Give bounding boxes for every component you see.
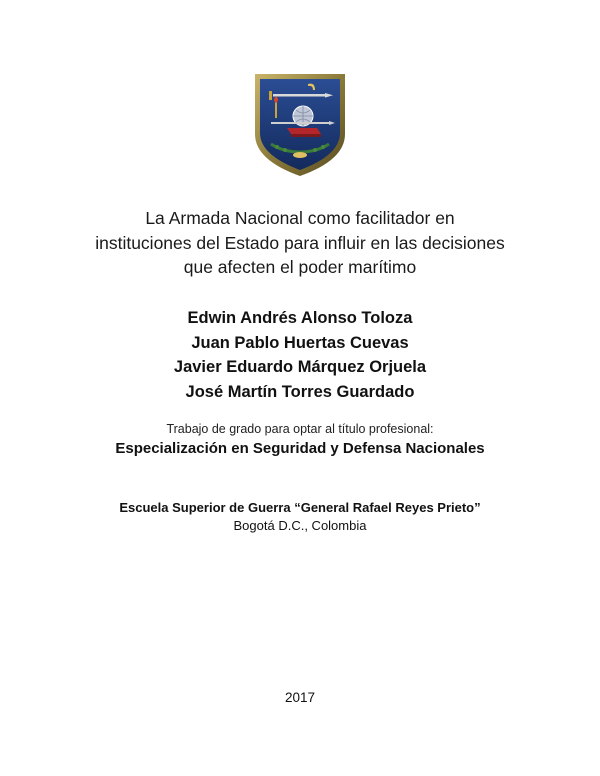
title-line: instituciones del Estado para influir en las decisiones: [95, 232, 505, 253]
author-name: José Martín Torres Guardado: [185, 382, 415, 401]
degree-title: Especialización en Seguridad y Defensa Nacionales: [115, 440, 485, 457]
degree-purpose: Trabajo de grado para optar al título profesional:: [166, 422, 434, 436]
publication-year: 2017: [284, 690, 316, 705]
author-name: Edwin Andrés Alonso Toloza: [187, 309, 413, 327]
title-line: La Armada Nacional como facilitador en: [145, 208, 455, 228]
author-name: Javier Eduardo Márquez Orjuela: [173, 358, 427, 376]
institution-city: Bogotá D.C., Colombia: [233, 518, 367, 533]
military-shield-crest-icon: [253, 72, 347, 178]
institution-name: Escuela Superior de Guerra “General Rafael Reyes Prieto”: [119, 500, 481, 515]
author-list: [0, 306, 600, 404]
title-line: que afecten el poder marítimo: [183, 257, 417, 277]
thesis-title: [0, 206, 600, 280]
author-name: Juan Pablo Huertas Cuevas: [191, 333, 409, 352]
